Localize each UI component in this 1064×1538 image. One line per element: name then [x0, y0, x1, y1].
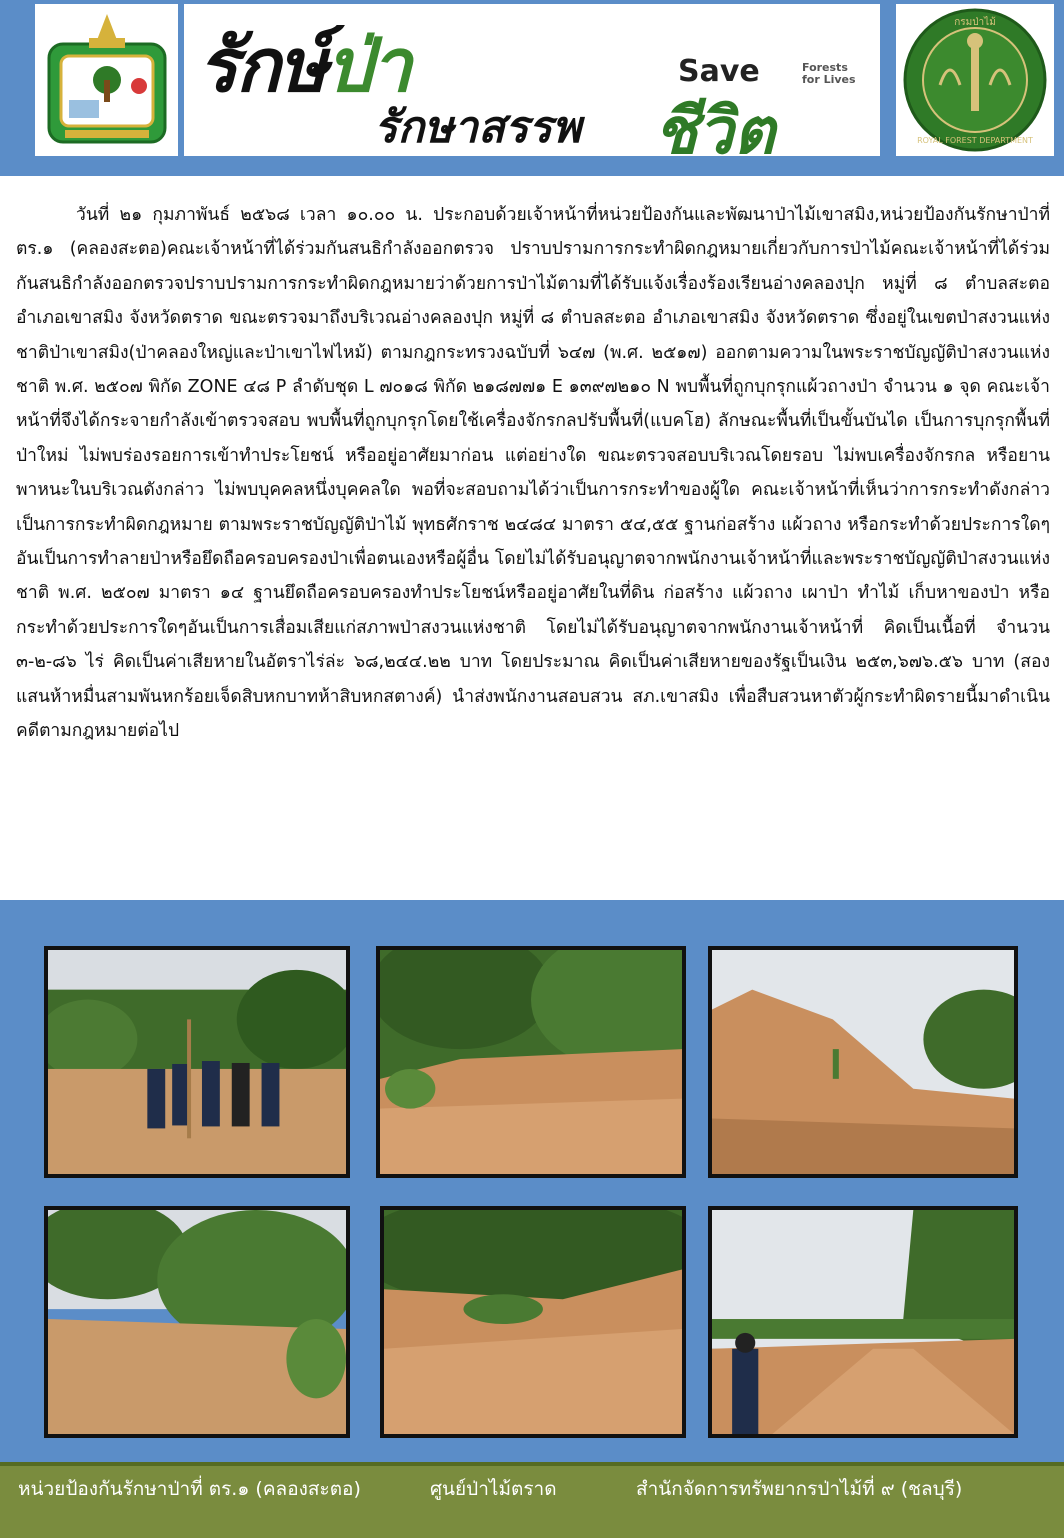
photo-officers-group: [44, 946, 350, 1178]
banner-subtitle-green: ชีวิต: [654, 95, 775, 169]
report-paragraph: วันที่ ๒๑ กุมภาพันธ์ ๒๕๖๘ เวลา ๑๐.๐๐ น. ประกอบด้วยเจ้าหน้าที่หน่วยป้องกันและพัฒนาป่าไม้เขาสมิง,หน่วยป้องกันรักษาป่าที่ ตร.๑ (คลองสะตอ)คณะเจ้าหน้าที่ได้ร่วมกันสนธิกำลังออกตรวจ ปราบปรามการกระทำผิดกฎหมายเกี่ยวกับการป่าไม้คณะเจ้าหน้าที่ได้ร่วมกันสนธิกำลังออกตรวจปราบปรามการกระทำผิดกฎหมายว่าด้วยการป่าไม้ตามที่ได้รับแจ้งเรื่องร้องเรียนอ่างคลองปุก หมู่ที่ ๘ ตำบลสะตอ อำเภอเขาสมิง จังหวัดตราด ขณะตรวจมาถึงบริเวณอ่างคลองปุก หมู่ที่ ๘ ตำบลสะตอ อำเภอเขาสมิง จังหวัดตราด ซึ่งอยู่ในเขตป่าสงวนแห่งชาติป่าเขาสมิง(ป่าคลองใหญ่และป่าเขาไฟไหม้) ตามกฎกระทรวงฉบับที่ ๖๔๗ (พ.ศ. ๒๕๑๗) ออกตามความในพระราชบัญญัติป่าสงวนแห่งชาติ พ.ศ. ๒๕๐๗ พิกัด ZONE ๔๘ P ลำดับชุด L ๗๐๑๘ พิกัด ๒๑๘๗๗๑ E ๑๓๙๗๒๑๐ N พบพื้นที่ถูกบุกรุกแผ้วถางป่า จำนวน ๑ จุด คณะเจ้าหน้าที่จึงได้กระจายกำลังเข้าตรวจสอบ พบพื้นที่ถูกบุกรุกโดยใช้เครื่องจักรกลปรับพื้นที่(แบคโฮ) ลักษณะพื้นที่เป็นขั้นบันได เป็นการบุกรุกพื้นที่ป่าใหม่ ไม่พบร่องรอยการเข้าทำประโยชน์ หรืออยู่อาศัยมาก่อน แต่อย่างใด ขณะตรวจสอบบริเวณโดยรอบ ไม่พบเครื่องจักรกล หรือยานพาหนะในบริเวณดังกล่าว ไม่พบบุคคลหนึ่งบุคคลใด พอที่จะสอบถามได้ว่าเป็นการกระทำของผู้ใด คณะเจ้าหน้าที่เห็นว่าการกระทำดังกล่าวเป็นการกระทำผิดกฎหมาย ตามพระราชบัญญัติป่าไม้ พุทธศักราช ๒๔๘๔ มาตรา ๕๔,๕๕ ฐานก่อสร้าง แผ้วถาง หรือกระทำด้วยประการใดๆ อันเป็นการทำลายป่าหรือยึดถือครอบครองป่าเพื่อตนเองหรือผู้อื่น โดยไม่ได้รับอนุญาตจากพนักงานเจ้าหน้าที่และพระราชบัญญัติป่าสงวนแห่งชาติ พ.ศ. ๒๕๐๗ มาตรา ๑๔ ฐานยึดถือครอบครองทำประโยชน์หรืออยู่อาศัยในที่ดิน ก่อสร้าง แผ้วถาง เผาป่า ทำไม้ เก็บหาของป่า หรือกระทำด้วยประการใดๆอันเป็นการเสื่อมเสียแก่สภาพป่าสงวนแห่งชาติ โดยไม่ได้รับอนุญาตจากพนักงานเจ้าหน้าที่ คิดเป็นเนื้อที่ จำนวน ๓-๒-๘๖ ไร่ คิดเป็นค่าเสียหายในอัตราไร่ล่ะ ๖๘,๒๔๔.๒๒ บาท โดยประมาณ คิดเป็นค่าเสียหายของรัฐเป็นเงิน ๒๕๓,๖๗๖.๕๖ บาท (สองแสนห้าหมื่นสามพันหกร้อยเจ็ดสิบหกบาทห้าสิบหกสตางค์) นำส่งพนักงานสอบสวน สภ.เขาสมิง เพื่อสืบสวนหาตัวผู้กระทำผิดรายนี้มาดำเนินคดีตามกฎหมายต่อไป: [16, 205, 1050, 742]
seal-text-bottom: ROYAL FOREST DEPARTMENT: [917, 136, 1033, 145]
footer-unit: หน่วยป้องกันรักษาป่าที่ ตร.๑ (คลองสะตอ): [18, 1478, 361, 1500]
photo-cleared-slope-2: [708, 946, 1018, 1178]
footer-divider: [0, 1462, 1064, 1466]
header: [0, 0, 1064, 176]
seal-text-top: กรมป่าไม้: [954, 17, 996, 28]
footer-center: ศูนย์ป่าไม้ตราด: [430, 1478, 557, 1500]
photo-cleared-road: [708, 1206, 1018, 1438]
report-body: [0, 176, 1064, 900]
photo-cleared-slope-4: [380, 1206, 686, 1438]
banner-forests-label: Forests for Lives: [802, 61, 856, 86]
banner-title: รักษ์ป่า: [198, 23, 410, 109]
photo-cleared-slope-3: [44, 1206, 350, 1438]
photo-cleared-slope-1: [376, 946, 686, 1178]
provincial-seal-icon: [43, 10, 171, 150]
banner-subtitle: รักษาสรรพ: [374, 102, 582, 153]
banner: [184, 4, 880, 169]
left-logo: [35, 4, 178, 156]
footer-office: สำนักจัดการทรัพยากรป่าไม้ที่ ๙ (ชลบุรี): [636, 1478, 963, 1500]
right-logo: [896, 4, 1054, 156]
photo-gallery: [0, 900, 1064, 1462]
banner-save-label: Save: [678, 54, 760, 89]
royal-forest-department-seal-icon: [900, 5, 1050, 155]
